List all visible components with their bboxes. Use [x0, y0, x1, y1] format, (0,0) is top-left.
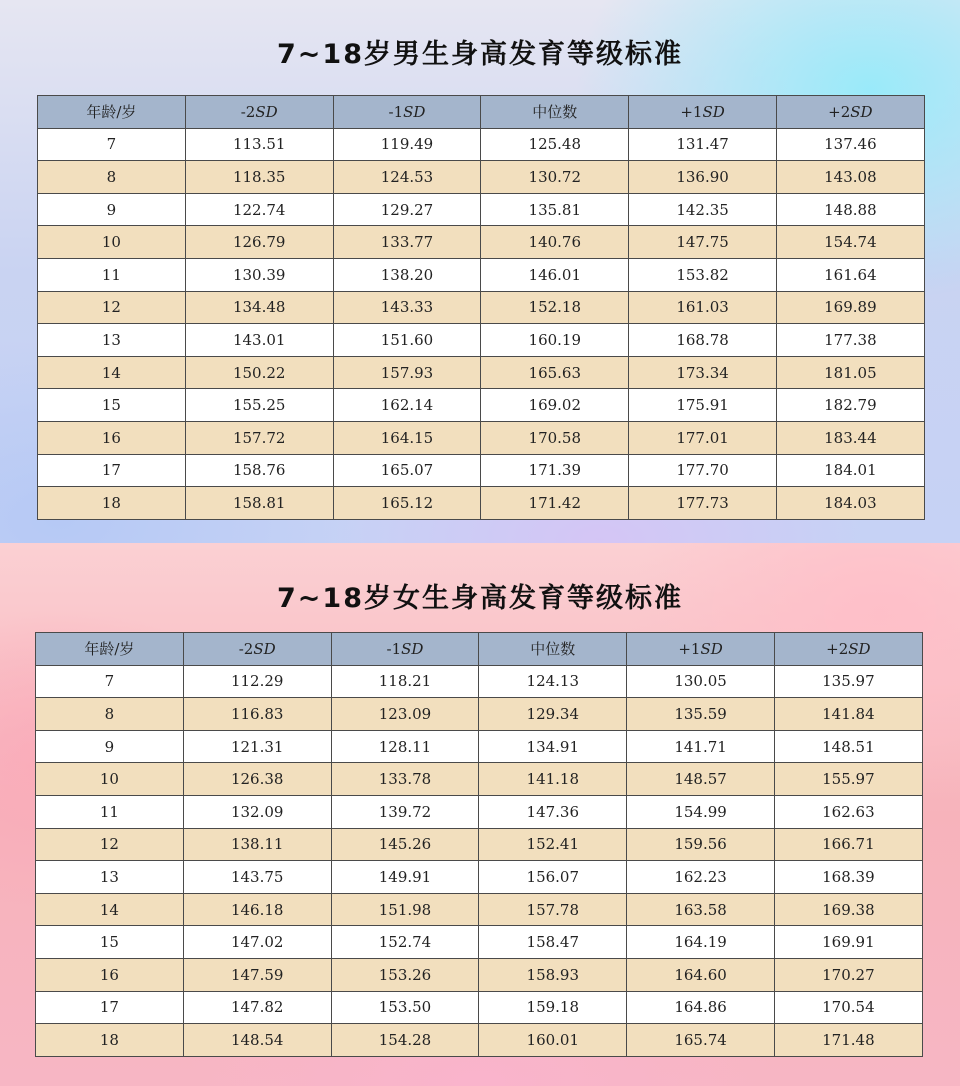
minus-1sd-cell: 143.33 — [333, 291, 481, 324]
age-cell: 7 — [38, 128, 186, 161]
plus-2sd-cell: 171.48 — [774, 1024, 922, 1057]
minus-1sd-cell: 129.27 — [333, 193, 481, 226]
minus-2sd-cell: 147.02 — [183, 926, 331, 959]
plus-1sd-cell: 161.03 — [629, 291, 777, 324]
minus-2sd-cell: 155.25 — [185, 389, 333, 422]
median-cell: 158.93 — [479, 958, 627, 991]
plus-1sd-cell: 177.73 — [629, 487, 777, 520]
plus-1sd-cell: 147.75 — [629, 226, 777, 259]
minus-2sd-cell: 147.59 — [183, 958, 331, 991]
header-plus-1sd-prefix: +1 — [678, 639, 701, 658]
minus-1sd-cell: 118.21 — [331, 665, 479, 698]
plus-1sd-cell: 177.01 — [629, 421, 777, 454]
age-cell: 10 — [36, 763, 184, 796]
plus-2sd-cell: 169.91 — [774, 926, 922, 959]
minus-2sd-cell: 116.83 — [183, 698, 331, 731]
header-age: 年龄/岁 — [36, 633, 184, 666]
age-cell: 7 — [36, 665, 184, 698]
minus-1sd-cell: 151.98 — [331, 893, 479, 926]
header-plus-1sd — [629, 96, 777, 129]
plus-2sd-cell: 168.39 — [774, 861, 922, 894]
minus-2sd-cell: 158.81 — [185, 487, 333, 520]
minus-2sd-cell: 143.75 — [183, 861, 331, 894]
median-cell: 140.76 — [481, 226, 629, 259]
minus-1sd-cell: 165.12 — [333, 487, 481, 520]
header-minus-2sd — [183, 633, 331, 666]
header-median: 中位数 — [481, 96, 629, 129]
median-cell: 141.18 — [479, 763, 627, 796]
plus-2sd-cell: 135.97 — [774, 665, 922, 698]
plus-1sd-cell: 142.35 — [629, 193, 777, 226]
plus-1sd-cell: 168.78 — [629, 324, 777, 357]
header-plus-1sd — [627, 633, 775, 666]
median-cell: 130.72 — [481, 161, 629, 194]
median-cell: 160.01 — [479, 1024, 627, 1057]
table-row — [38, 356, 925, 389]
header-minus-1sd-prefix: -1 — [388, 102, 404, 121]
minus-2sd-cell: 134.48 — [185, 291, 333, 324]
minus-2sd-cell: 126.79 — [185, 226, 333, 259]
girls-header-row — [36, 633, 923, 666]
plus-2sd-cell: 155.97 — [774, 763, 922, 796]
median-cell: 152.18 — [481, 291, 629, 324]
minus-2sd-cell: 138.11 — [183, 828, 331, 861]
age-cell: 16 — [36, 958, 184, 991]
header-plus-2sd-unit: SD — [850, 102, 873, 121]
median-cell: 160.19 — [481, 324, 629, 357]
age-cell: 9 — [36, 730, 184, 763]
median-cell: 171.42 — [481, 487, 629, 520]
age-cell: 13 — [38, 324, 186, 357]
minus-1sd-cell: 138.20 — [333, 258, 481, 291]
table-row — [38, 454, 925, 487]
plus-2sd-cell: 170.54 — [774, 991, 922, 1024]
minus-1sd-cell: 149.91 — [331, 861, 479, 894]
table-row — [38, 161, 925, 194]
table-row — [36, 828, 923, 861]
plus-1sd-cell: 164.19 — [627, 926, 775, 959]
minus-2sd-cell: 122.74 — [185, 193, 333, 226]
plus-1sd-cell: 159.56 — [627, 828, 775, 861]
plus-1sd-cell: 173.34 — [629, 356, 777, 389]
table-row — [36, 926, 923, 959]
median-cell: 129.34 — [479, 698, 627, 731]
header-minus-2sd-unit: SD — [253, 639, 276, 658]
age-cell: 18 — [38, 487, 186, 520]
boys-height-table — [37, 95, 925, 520]
age-cell: 8 — [36, 698, 184, 731]
age-cell: 8 — [38, 161, 186, 194]
minus-1sd-cell: 123.09 — [331, 698, 479, 731]
plus-1sd-cell: 141.71 — [627, 730, 775, 763]
table-row — [36, 991, 923, 1024]
minus-1sd-cell: 153.26 — [331, 958, 479, 991]
median-cell: 169.02 — [481, 389, 629, 422]
median-cell: 170.58 — [481, 421, 629, 454]
header-plus-2sd — [774, 633, 922, 666]
age-cell: 18 — [36, 1024, 184, 1057]
plus-2sd-cell: 177.38 — [776, 324, 924, 357]
minus-2sd-cell: 130.39 — [185, 258, 333, 291]
plus-2sd-cell: 161.64 — [776, 258, 924, 291]
minus-1sd-cell: 165.07 — [333, 454, 481, 487]
plus-2sd-cell: 148.51 — [774, 730, 922, 763]
header-minus-1sd-unit: SD — [403, 102, 426, 121]
plus-2sd-cell: 183.44 — [776, 421, 924, 454]
minus-2sd-cell: 126.38 — [183, 763, 331, 796]
minus-1sd-cell: 153.50 — [331, 991, 479, 1024]
median-cell: 134.91 — [479, 730, 627, 763]
header-plus-2sd-prefix: +2 — [826, 639, 849, 658]
minus-2sd-cell: 146.18 — [183, 893, 331, 926]
median-cell: 156.07 — [479, 861, 627, 894]
table-row — [36, 893, 923, 926]
table-row — [38, 324, 925, 357]
table-row — [38, 291, 925, 324]
median-cell: 157.78 — [479, 893, 627, 926]
age-cell: 16 — [38, 421, 186, 454]
minus-2sd-cell: 112.29 — [183, 665, 331, 698]
minus-1sd-cell: 152.74 — [331, 926, 479, 959]
table-row — [38, 258, 925, 291]
minus-1sd-cell: 139.72 — [331, 795, 479, 828]
plus-2sd-cell: 162.63 — [774, 795, 922, 828]
plus-1sd-cell: 154.99 — [627, 795, 775, 828]
age-cell: 15 — [36, 926, 184, 959]
minus-1sd-cell: 162.14 — [333, 389, 481, 422]
header-minus-2sd — [185, 96, 333, 129]
plus-1sd-cell: 136.90 — [629, 161, 777, 194]
age-cell: 14 — [38, 356, 186, 389]
plus-2sd-cell: 169.89 — [776, 291, 924, 324]
minus-1sd-cell: 157.93 — [333, 356, 481, 389]
plus-1sd-cell: 131.47 — [629, 128, 777, 161]
median-cell: 147.36 — [479, 795, 627, 828]
age-cell: 17 — [38, 454, 186, 487]
girls-table-body — [36, 665, 923, 1056]
header-plus-1sd-unit: SD — [702, 102, 725, 121]
plus-1sd-cell: 162.23 — [627, 861, 775, 894]
table-row — [38, 389, 925, 422]
header-minus-1sd-unit: SD — [401, 639, 424, 658]
table-row — [36, 730, 923, 763]
minus-1sd-cell: 151.60 — [333, 324, 481, 357]
plus-2sd-cell: 143.08 — [776, 161, 924, 194]
median-cell: 135.81 — [481, 193, 629, 226]
plus-1sd-cell: 163.58 — [627, 893, 775, 926]
minus-2sd-cell: 158.76 — [185, 454, 333, 487]
age-cell: 12 — [38, 291, 186, 324]
girls-panel — [0, 543, 960, 1086]
median-cell: 165.63 — [481, 356, 629, 389]
table-row — [38, 128, 925, 161]
header-minus-2sd-prefix: -2 — [238, 639, 254, 658]
header-plus-2sd — [776, 96, 924, 129]
minus-1sd-cell: 133.77 — [333, 226, 481, 259]
header-age: 年龄/岁 — [38, 96, 186, 129]
table-row — [36, 795, 923, 828]
header-plus-1sd-prefix: +1 — [680, 102, 703, 121]
minus-1sd-cell: 124.53 — [333, 161, 481, 194]
boys-header-row — [38, 96, 925, 129]
plus-2sd-cell: 184.03 — [776, 487, 924, 520]
age-cell: 9 — [38, 193, 186, 226]
header-minus-1sd — [331, 633, 479, 666]
age-cell: 10 — [38, 226, 186, 259]
plus-1sd-cell: 175.91 — [629, 389, 777, 422]
table-row — [36, 763, 923, 796]
plus-1sd-cell: 177.70 — [629, 454, 777, 487]
median-cell: 146.01 — [481, 258, 629, 291]
age-cell: 11 — [38, 258, 186, 291]
table-row — [36, 1024, 923, 1057]
minus-2sd-cell: 150.22 — [185, 356, 333, 389]
boys-title: 7~18岁男生身高发育等级标准 — [277, 39, 683, 70]
median-cell: 125.48 — [481, 128, 629, 161]
plus-1sd-cell: 164.60 — [627, 958, 775, 991]
girls-height-table — [35, 632, 923, 1057]
median-cell: 159.18 — [479, 991, 627, 1024]
minus-1sd-cell: 128.11 — [331, 730, 479, 763]
minus-2sd-cell: 148.54 — [183, 1024, 331, 1057]
boys-table-body — [38, 128, 925, 519]
minus-2sd-cell: 157.72 — [185, 421, 333, 454]
plus-2sd-cell: 170.27 — [774, 958, 922, 991]
table-row — [38, 193, 925, 226]
table-row — [36, 698, 923, 731]
age-cell: 15 — [38, 389, 186, 422]
median-cell: 171.39 — [481, 454, 629, 487]
minus-2sd-cell: 113.51 — [185, 128, 333, 161]
minus-1sd-cell: 145.26 — [331, 828, 479, 861]
plus-1sd-cell: 148.57 — [627, 763, 775, 796]
plus-2sd-cell: 141.84 — [774, 698, 922, 731]
header-median: 中位数 — [479, 633, 627, 666]
table-row — [36, 665, 923, 698]
plus-2sd-cell: 181.05 — [776, 356, 924, 389]
median-cell: 152.41 — [479, 828, 627, 861]
minus-2sd-cell: 121.31 — [183, 730, 331, 763]
plus-1sd-cell: 130.05 — [627, 665, 775, 698]
header-plus-2sd-unit: SD — [848, 639, 871, 658]
minus-2sd-cell: 118.35 — [185, 161, 333, 194]
plus-1sd-cell: 153.82 — [629, 258, 777, 291]
plus-2sd-cell: 154.74 — [776, 226, 924, 259]
plus-2sd-cell: 137.46 — [776, 128, 924, 161]
plus-2sd-cell: 182.79 — [776, 389, 924, 422]
plus-2sd-cell: 166.71 — [774, 828, 922, 861]
plus-1sd-cell: 135.59 — [627, 698, 775, 731]
age-cell: 13 — [36, 861, 184, 894]
header-minus-2sd-prefix: -2 — [240, 102, 256, 121]
table-row — [36, 958, 923, 991]
minus-1sd-cell: 133.78 — [331, 763, 479, 796]
age-cell: 11 — [36, 795, 184, 828]
minus-1sd-cell: 154.28 — [331, 1024, 479, 1057]
girls-title: 7~18岁女生身高发育等级标准 — [277, 583, 683, 614]
median-cell: 158.47 — [479, 926, 627, 959]
age-cell: 14 — [36, 893, 184, 926]
plus-2sd-cell: 184.01 — [776, 454, 924, 487]
minus-1sd-cell: 119.49 — [333, 128, 481, 161]
header-plus-2sd-prefix: +2 — [828, 102, 851, 121]
header-minus-2sd-unit: SD — [255, 102, 278, 121]
table-row — [38, 421, 925, 454]
header-plus-1sd-unit: SD — [700, 639, 723, 658]
minus-1sd-cell: 164.15 — [333, 421, 481, 454]
table-row — [38, 226, 925, 259]
minus-2sd-cell: 143.01 — [185, 324, 333, 357]
plus-2sd-cell: 169.38 — [774, 893, 922, 926]
minus-2sd-cell: 132.09 — [183, 795, 331, 828]
minus-2sd-cell: 147.82 — [183, 991, 331, 1024]
age-cell: 12 — [36, 828, 184, 861]
table-row — [36, 861, 923, 894]
header-minus-1sd — [333, 96, 481, 129]
plus-1sd-cell: 164.86 — [627, 991, 775, 1024]
plus-2sd-cell: 148.88 — [776, 193, 924, 226]
table-row — [38, 487, 925, 520]
median-cell: 124.13 — [479, 665, 627, 698]
age-cell: 17 — [36, 991, 184, 1024]
header-minus-1sd-prefix: -1 — [386, 639, 402, 658]
plus-1sd-cell: 165.74 — [627, 1024, 775, 1057]
